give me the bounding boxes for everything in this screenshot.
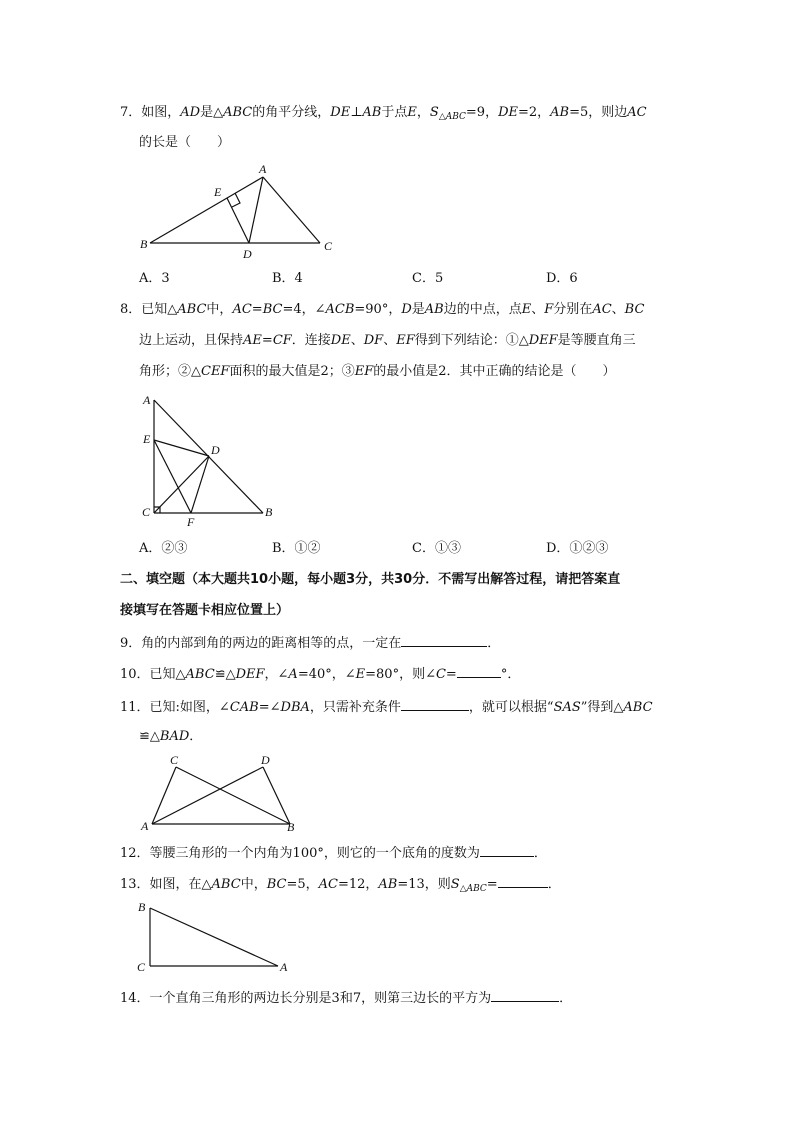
q8-figure [140,390,280,530]
q7-option-b[interactable]: B．4 [272,271,303,286]
q10-answer-blank[interactable] [457,664,501,678]
q8-option-c[interactable]: C．①③ [412,541,461,556]
q13-line: 13．如图，在△ABC中，BC=5，AC=12，AB=13，则$S_{\triangle ABC}=$ ． [120,874,561,898]
q8-label-C: C [142,505,151,519]
q8-line1: 8．已知△ABC中，AC=BC=4，∠ACB=90°，D是AB边的中点，点E、F分别在AC、BC [120,302,645,317]
q11-label-D: D [261,753,270,767]
q8-option-b[interactable]: B．①② [272,541,321,556]
q11-line2: ≌△BAD． [139,729,203,744]
q13-label-A: A [280,960,288,974]
q7-label-E: E [214,185,222,199]
q7-label-D: D [243,247,252,261]
q7-label-B: B [140,237,148,251]
q8-label-B: B [265,505,273,519]
q11-label-C: C [170,753,179,767]
section-heading-line1: 二、填空题（本大题共10小题，每小题3分，共30分．不需写出解答过程，请把答案直 [120,572,621,587]
q9-answer-blank[interactable] [401,633,487,647]
q8-label-D: D [211,443,220,457]
q10-line: 10．已知△ABC≌△DEF，∠A=40°，∠E=80°，则∠C= °． [120,664,520,684]
q8-label-F: F [187,515,195,529]
q7-option-a[interactable]: A．3 [139,271,170,286]
q11-answer-blank[interactable] [401,697,469,711]
q11-figure [140,752,300,834]
q12-line: 12．等腰三角形的一个内角为100°，则它的一个底角的度数为 ． [120,843,547,863]
q12-answer-blank[interactable] [480,843,534,857]
q7-figure [140,160,340,262]
q14-answer-blank[interactable] [491,988,559,1002]
q13-figure [135,898,295,978]
q14-line: 14．一个直角三角形的两边长分别是3和7，则第三边长的平方为 ． [120,988,572,1008]
q11-label-B: B [287,820,295,834]
q7-line2: 的长是（ ） [139,135,231,150]
q8-label-A: A [143,393,151,407]
q7-label-C: C [324,239,333,253]
q13-label-B: B [138,900,146,914]
q7-label-A: A [259,162,267,176]
q8-option-a[interactable]: A．②③ [139,541,188,556]
section-heading-line2: 接填写在答题卡相应位置上） [120,603,290,618]
q13-answer-blank[interactable] [498,874,548,888]
q13-label-C: C [137,960,146,974]
q7-line1: 7．如图，AD是△ABC的角平分线，DE⊥AB于点E，$S_{\triangle ABC}=9$，DE=2，AB=5，则边AC [120,105,647,122]
q11-label-A: A [141,819,149,833]
q8-option-d[interactable]: D．①②③ [546,541,609,556]
q7-option-c[interactable]: C．5 [412,271,444,286]
q8-line2: 边上运动，且保持AE=CF．连接DE、DF、EF得到下列结论：①△DEF是等腰直角三 [139,333,636,348]
q11-line1: 11．已知:如图，∠CAB=∠DBA，只需补充条件 ，就可以根据“SAS”得到△ABC [120,697,653,717]
q8-label-E: E [143,432,151,446]
q8-line3: 角形；②△CEF面积的最大值是2；③EF的最小值是2．其中正确的结论是（ ） [139,364,616,379]
q9-line: 9．角的内部到角的两边的距离相等的点，一定在 ． [120,633,500,653]
q7-option-d[interactable]: D．6 [546,271,578,286]
